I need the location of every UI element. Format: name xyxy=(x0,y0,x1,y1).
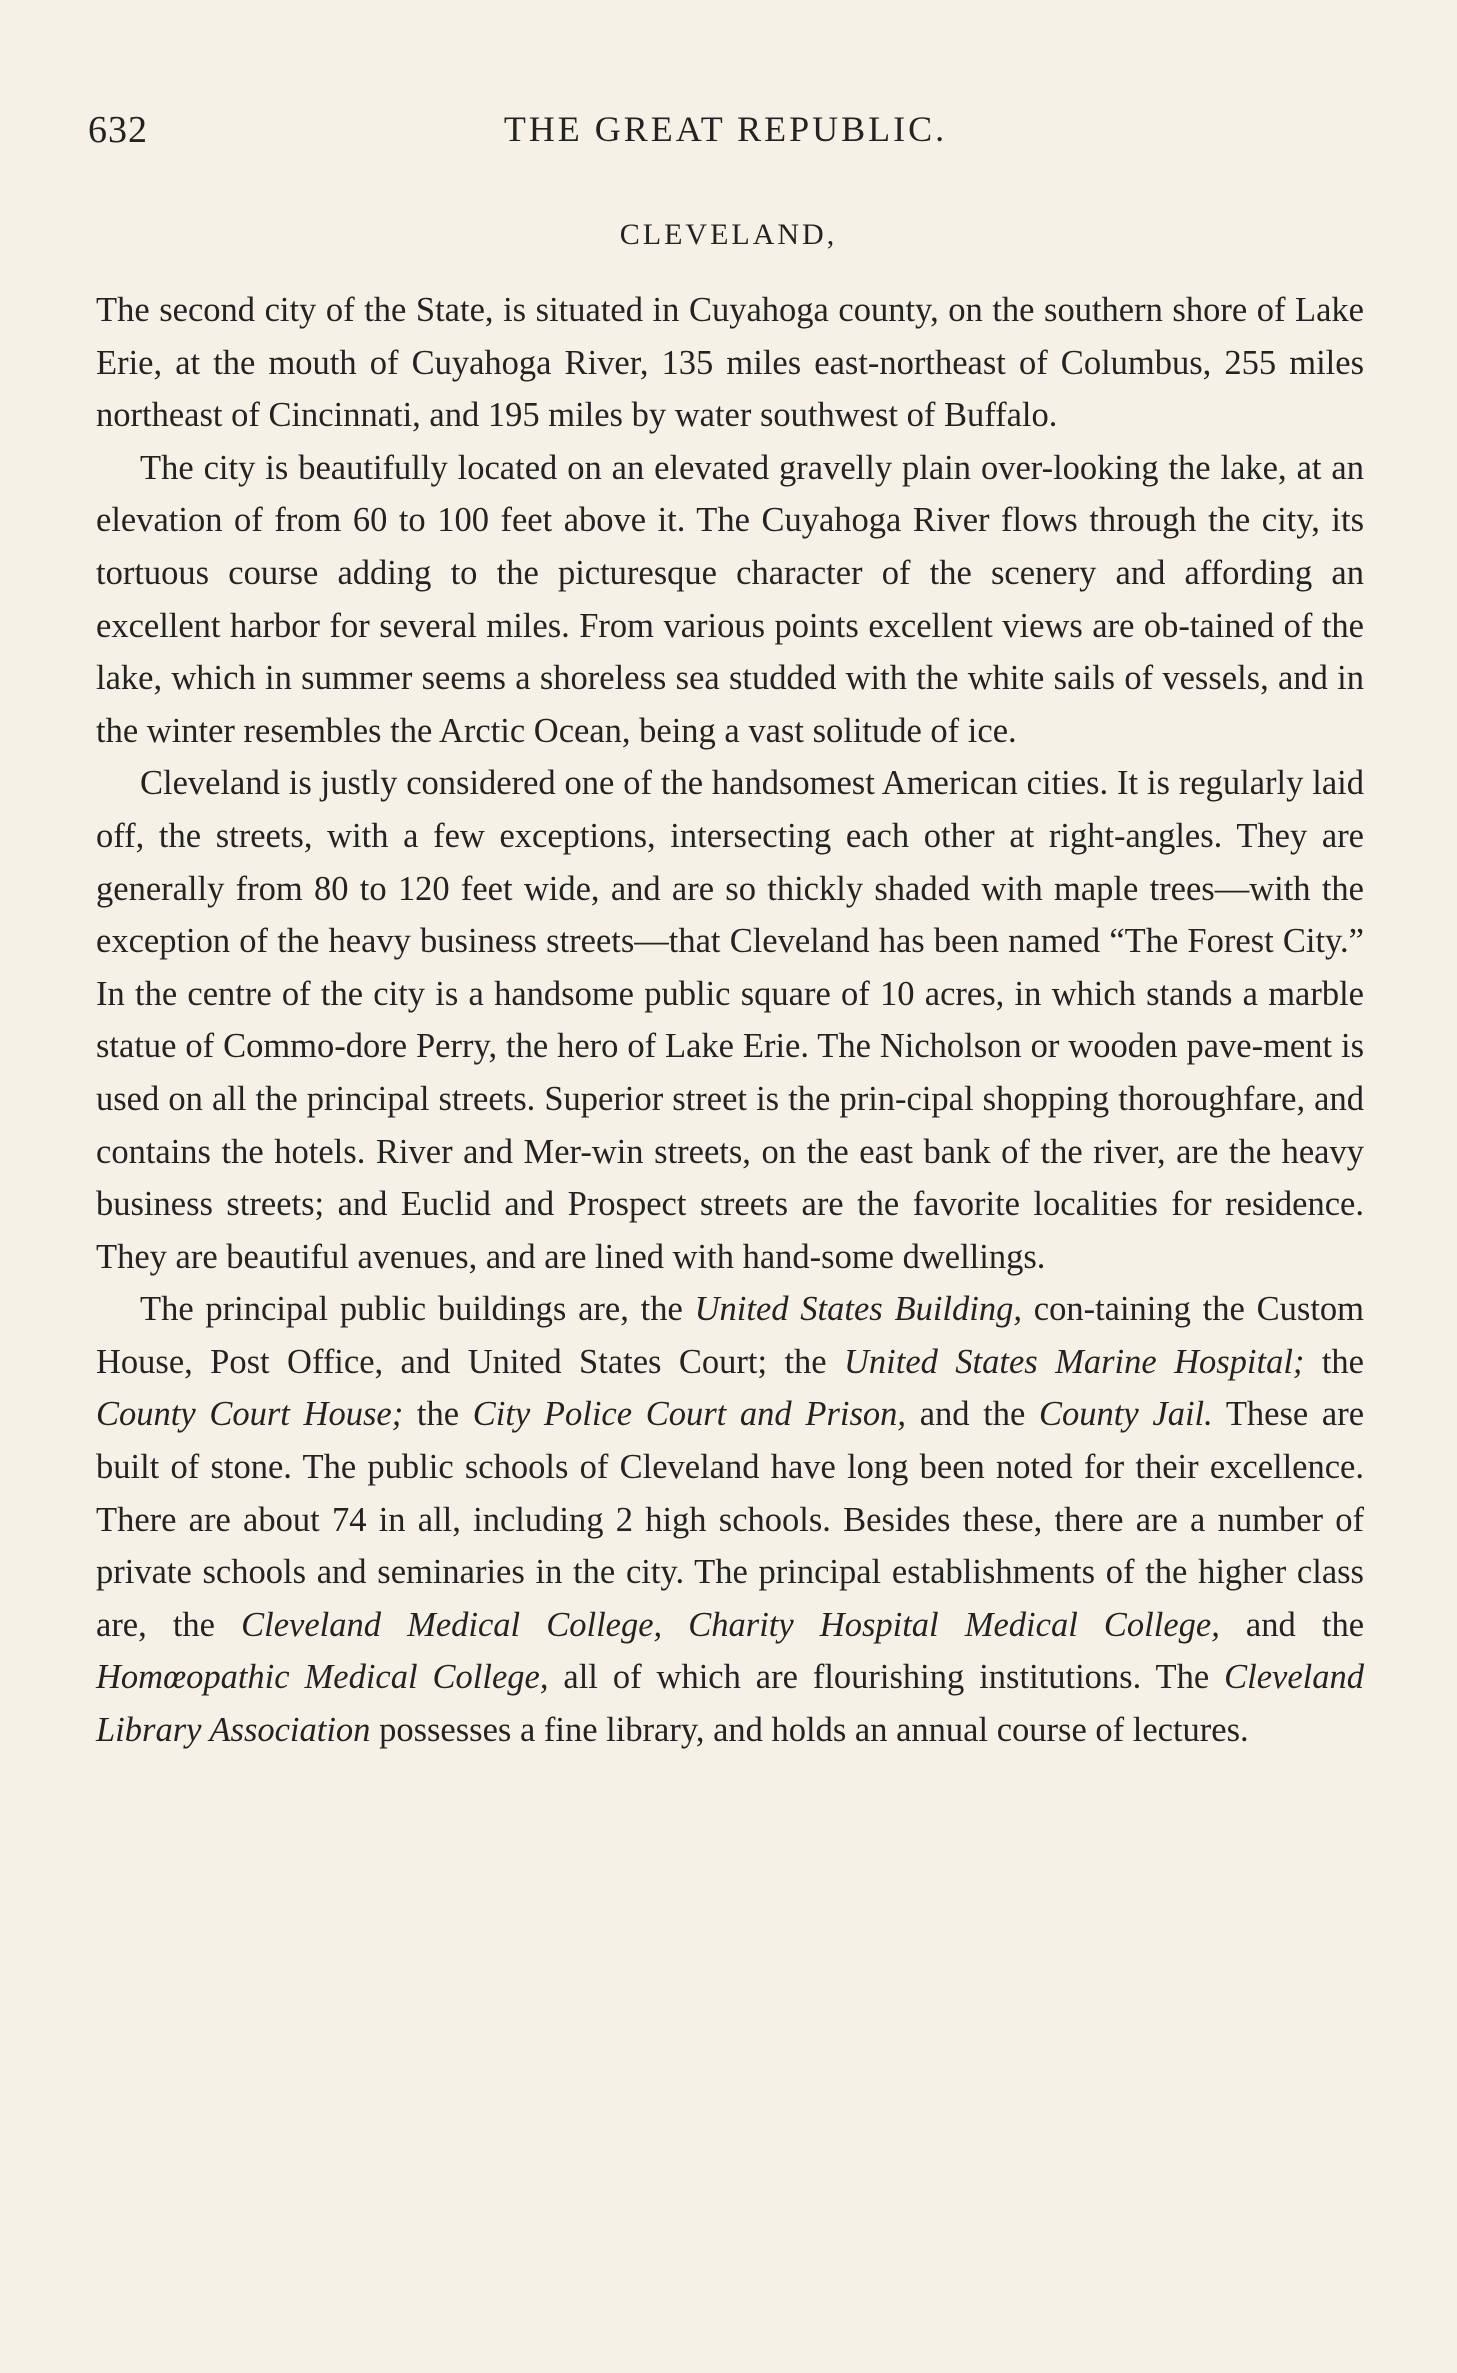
italic-building-name: County Jail. xyxy=(1039,1395,1213,1434)
text-run: possesses a fine library, and holds an annual course of lectures. xyxy=(370,1711,1249,1750)
paragraph-public-buildings xyxy=(96,1283,1364,1756)
italic-institution-name: Cleveland Medical College, Charity Hospital Medical College, xyxy=(241,1605,1220,1644)
italic-building-name: County Court House; xyxy=(96,1395,404,1434)
paragraph-location: The city is beautifully located on an elevated gravelly plain over-looking the lake, at an elevation of from 60 to 100 feet above it. The Cuyahoga River flows through the city, its tortuous course adding to the picturesque character of the scenery and affording an excellent harbor for several miles. From various points excellent views are ob-tained of the lake, which in summer seems a shoreless sea studded with the white sails of vessels, and in the winter resembles the Arctic Ocean, being a vast solitude of ice. xyxy=(96,448,1364,750)
text-run: all of which are flourishing institutions. The xyxy=(548,1658,1225,1697)
text-run: the xyxy=(1304,1342,1364,1381)
text-run: These are built of stone. The public schools of Cleveland have long been noted for their excellence. There are about 74 in all, including 2 high schools. Besides these, there are a number of private schools and seminaries in the city. The principal establishments of the higher class are, the xyxy=(96,1395,1365,1644)
text-run: and the xyxy=(906,1395,1040,1434)
italic-building-name: City Police Court and Prison, xyxy=(472,1395,907,1434)
body-text xyxy=(96,284,1364,1757)
running-head xyxy=(88,108,1363,168)
text-run: and the xyxy=(1219,1605,1365,1644)
italic-institution-name: Cleveland Library Association xyxy=(96,1658,1365,1750)
text-run: the xyxy=(403,1395,473,1434)
text-run: con-taining the Custom House, Post Office, and United States Court; the xyxy=(96,1290,1364,1381)
paragraph-intro: The second city of the State, is situated in Cuyahoga county, on the southern shore of Lake Erie, at the mouth of Cuyahoga River, 135 miles east-northeast of Columbus, 255 miles northeast of Cincinnati, and 195 miles by water southwest of Buffalo. xyxy=(96,291,1364,435)
paragraph-streets: Cleveland is justly considered one of the handsomest American cities. It is regularly laid off, the streets, with a few exceptions, intersecting each other at right-angles. They are generally from 80 to 120 feet wide, and are so thickly shaded with maple trees—with the exception of the heavy business streets—that Cleveland has been named “The Forest City.” In the centre of the city is a handsome public square of 10 acres, in which stands a marble statue of Commo-dore Perry, the hero of Lake Erie. The Nicholson or wooden pave-ment is used on all the principal streets. Superior street is the prin-cipal shopping thoroughfare, and contains the hotels. River and Mer-win streets, on the east bank of the river, are the heavy business streets; and Euclid and Prospect streets are the favorite localities for residence. They are beautiful avenues, and are lined with hand-some dwellings. xyxy=(96,764,1364,1276)
italic-building-name: United States Building, xyxy=(694,1290,1022,1329)
section-heading: CLEVELAND, xyxy=(619,218,838,251)
italic-building-name: United States Marine Hospital; xyxy=(844,1342,1305,1381)
italic-institution-name: Homœopathic Medical College, xyxy=(96,1658,549,1697)
running-title: THE GREAT REPUBLIC. xyxy=(503,109,948,149)
page-number: 632 xyxy=(88,109,148,151)
text-run: The principal public buildings are, the xyxy=(140,1290,695,1329)
